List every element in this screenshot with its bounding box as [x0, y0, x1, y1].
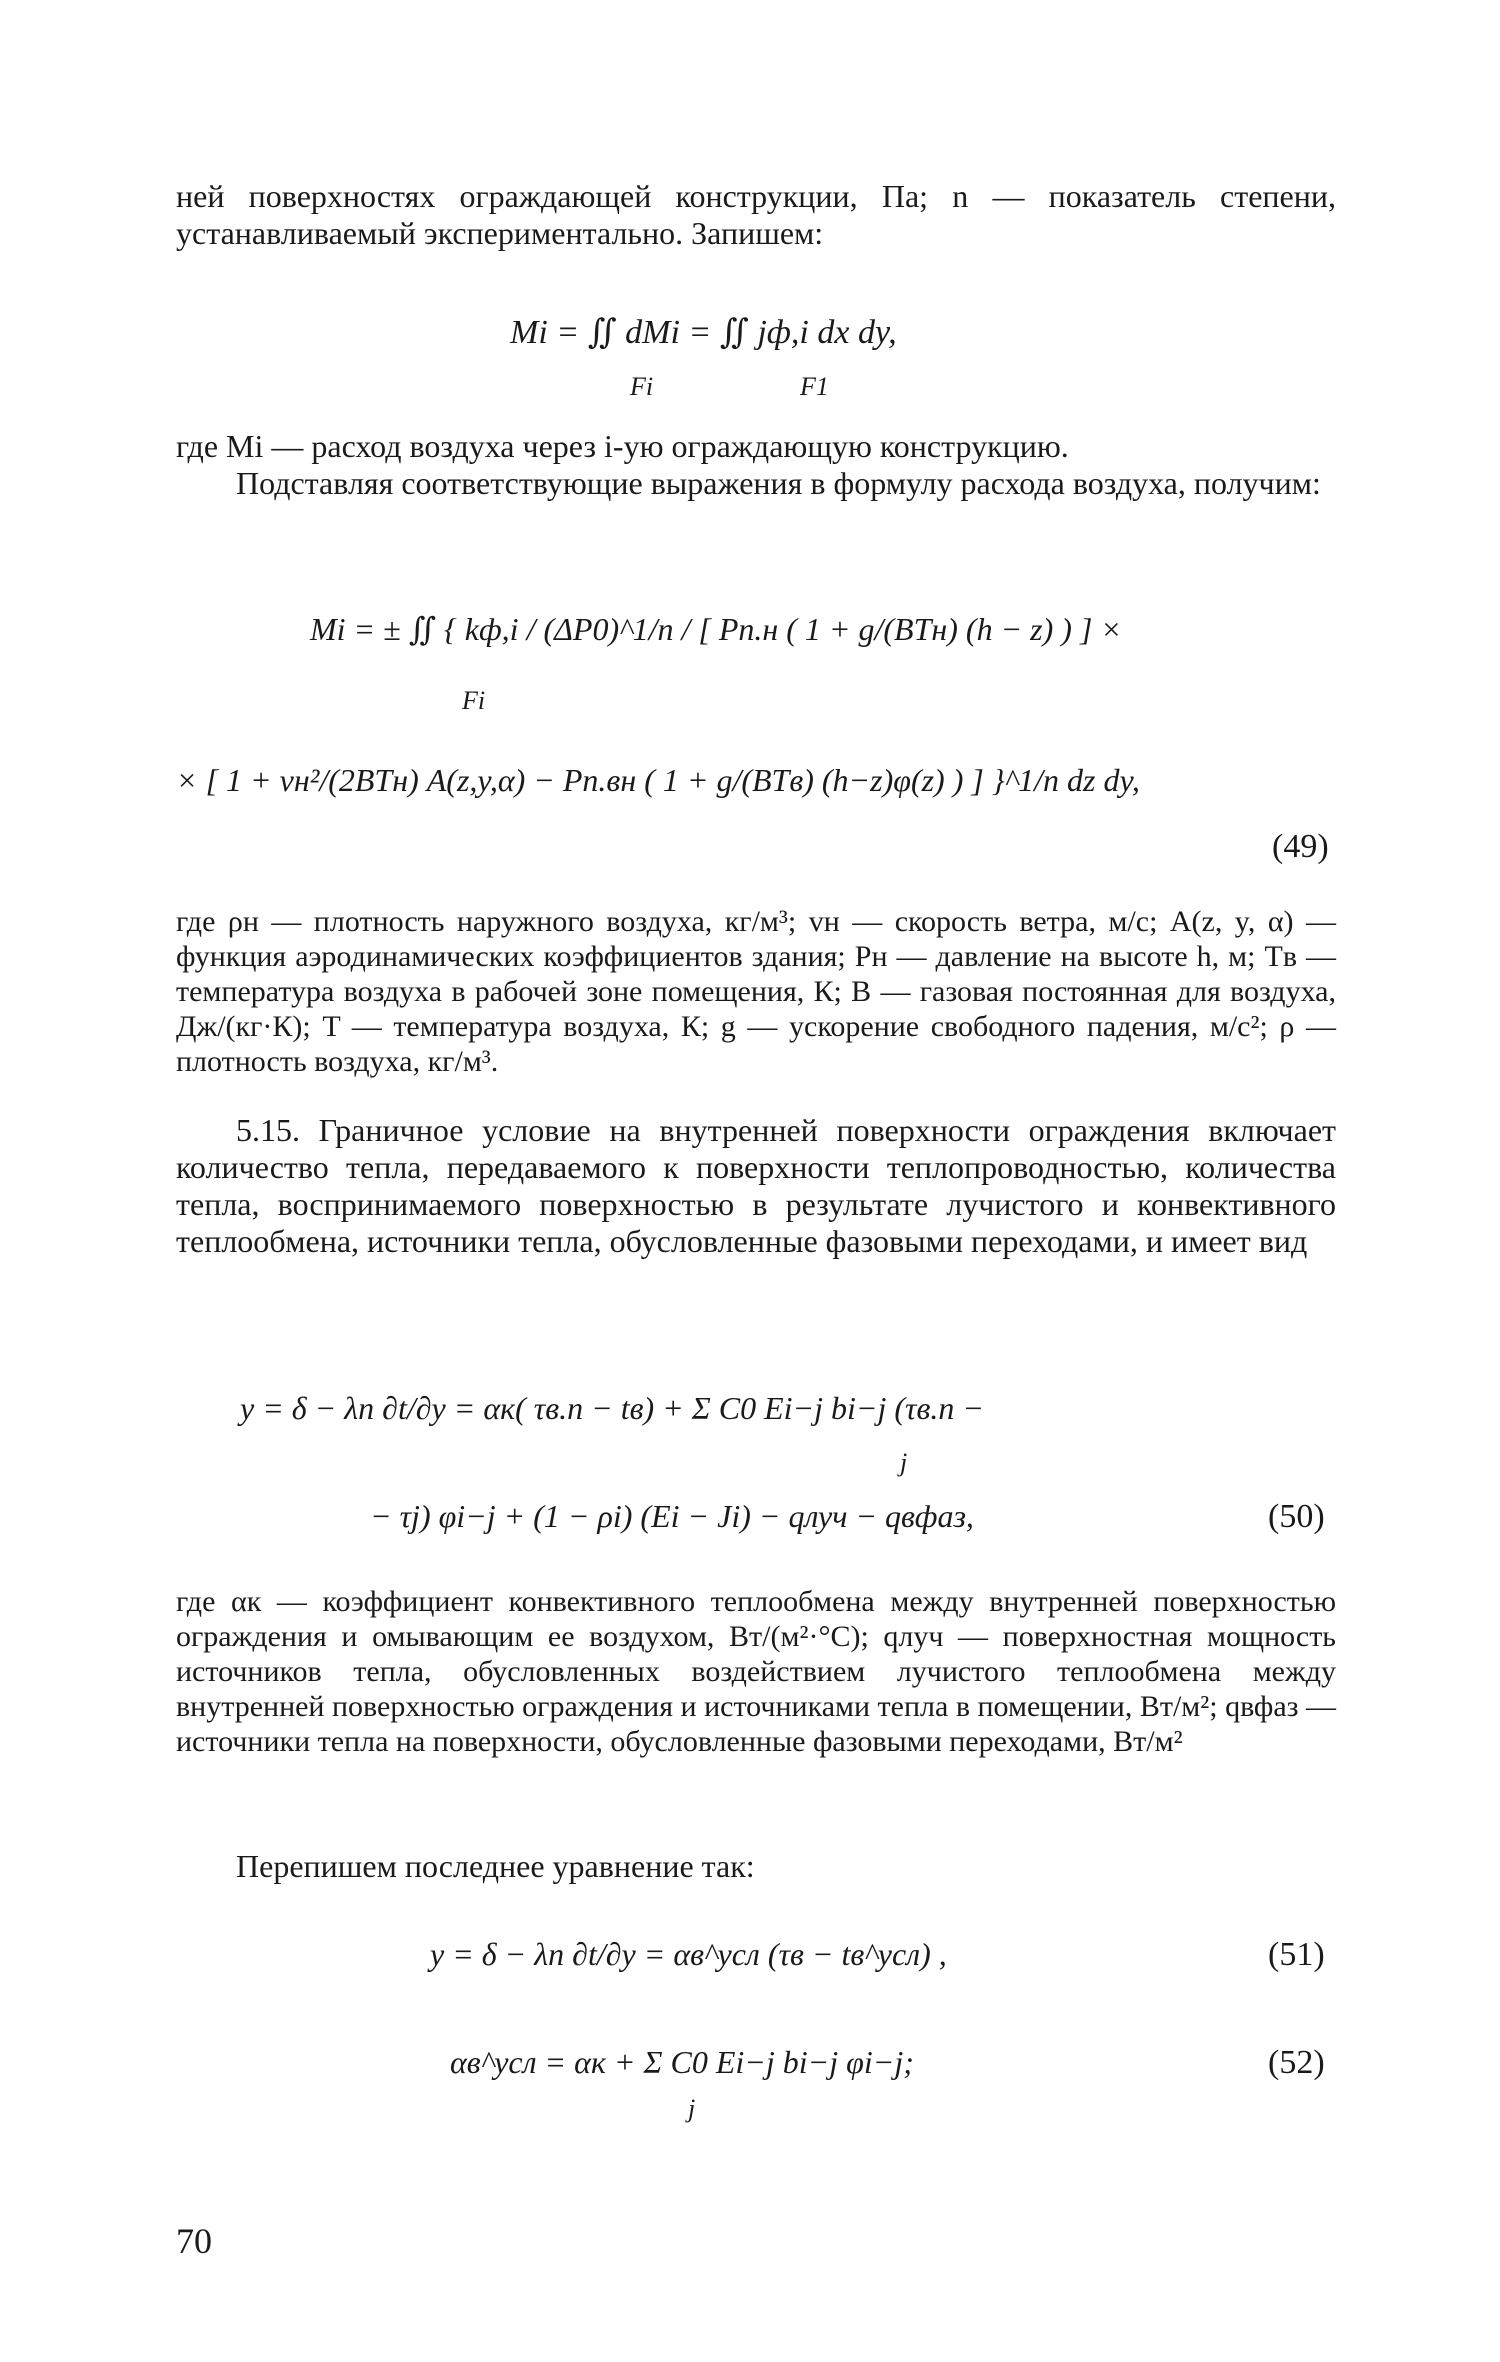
equation-50-line-2-text: − τj) φi−j + (1 − ρi) (Ei − Ji) − qлуч − qвфаз, — [370, 1498, 974, 1534]
equation-52-limit: j — [688, 2094, 696, 2123]
section-5-15-text: 5.15. Граничное условие на внутренней поверхности ограждения включает количество тепла, передаваемого к поверхности теплопроводностью, количества тепла, воспринимаемого поверхностью в результате лучистого и конвективного теплообмена, источники тепла, обусловленные фазовыми переходами, и имеет вид — [176, 1112, 1336, 1260]
substitution-text: Подставляя соответствующие выражения в формулу расхода воздуха, получим: — [236, 465, 1321, 502]
section-5-15 — [176, 1112, 1336, 1260]
equation-50-limit: j — [900, 1448, 908, 1477]
equation-mi-text: Mi = ∬ dMi = ∬ jф,i dx dy, — [510, 314, 897, 351]
equation-49-limit: Fi — [462, 686, 486, 715]
equation-49-number: (49) — [1272, 828, 1329, 865]
equation-mi-limit-2: F1 — [800, 372, 829, 401]
equation-51-text: y = δ − λп ∂t/∂y = αв^усл (τв − tв^усл) , — [430, 1936, 947, 1972]
eq50-definitions-text: где αк — коэффициент конвективного теплообмена между внутренней поверхностью ограждения и омывающим ее воздухом, Вт/(м²·°С); qлуч — поверхностная мощность источников тепла, обусловленных воздействием лучистого теплообмена между внутренней поверхностью ограждения и источниками тепла в помещении, Вт/м²; qвфаз — источники тепла на поверхности, обусловленные фазовыми переходами, Вт/м² — [176, 1585, 1336, 1759]
eq50-definitions — [176, 1584, 1336, 1759]
intro-text: ней поверхностях ограждающей конструкции, Па; n — показатель степени, устанавливаемый экспериментально. Запишем: — [176, 178, 1336, 252]
intro-paragraph — [176, 178, 1336, 252]
equation-51-number: (51) — [1268, 1936, 1325, 1973]
equation-49-line-2-text: × [ 1 + vн²/(2BTн) A(z,y,α) − Pп.вн ( 1 + g/(BTв) (h−z)φ(z) ) ] }^1/n dz dy, — [176, 762, 1140, 798]
equation-52 — [450, 2044, 914, 2081]
eq49-definitions-text: где ρн — плотность наружного воздуха, кг/м³; vн — скорость ветра, м/с; A(z, y, α) — функция аэродинамических коэффициентов здания; Pн — давление на высоте h, м; Tв — температура воздуха в рабочей зоне помещения, К; B — газовая постоянная для воздуха, Дж/(кг·К); T — температура воздуха, К; g — ускорение свободного падения, м/с²; ρ — плотность воздуха, кг/м³. — [176, 905, 1336, 1079]
equation-50-number: (50) — [1268, 1498, 1325, 1535]
rewrite-text: Перепишем последнее уравнение так: — [236, 1848, 755, 1884]
equation-49-line-1 — [310, 610, 1122, 648]
mi-definition-text: где Mi — расход воздуха через i-ую ограждающую конструкцию. — [176, 428, 1069, 464]
equation-50-line-1-text: y = δ − λп ∂t/∂y = αк( τв.п − tв) + Σ C0 Ei−j bi−j (τв.п − — [240, 1390, 984, 1426]
equation-mi-limit-1: Fi — [630, 372, 654, 401]
equation-50-line-1 — [240, 1390, 984, 1427]
mi-definition — [176, 428, 1336, 502]
page-number: 70 — [176, 2221, 212, 2261]
equation-52-number: (52) — [1268, 2044, 1325, 2081]
equation-49-line-2 — [176, 762, 1140, 799]
rewrite-paragraph — [176, 1848, 1336, 1885]
equation-52-text: αв^усл = αк + Σ C0 Ei−j bi−j φi−j; — [450, 2044, 914, 2080]
equation-49-line-1-text: Mi = ± ∬ { kф,i / (ΔP0)^1/n / [ Pп.н ( 1 + g/(BTн) (h − z) ) ] × — [310, 611, 1122, 647]
eq49-definitions — [176, 904, 1336, 1079]
equation-mi — [510, 312, 897, 352]
equation-50-line-2 — [370, 1498, 974, 1535]
equation-51 — [430, 1936, 947, 1973]
